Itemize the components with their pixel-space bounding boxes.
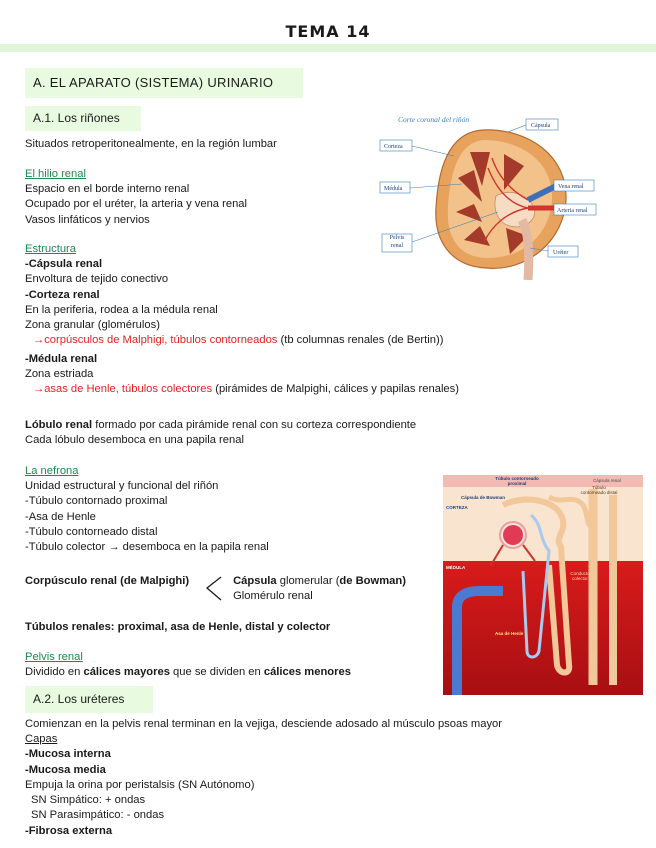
label-capsula-renal: Cápsula renal [593,478,621,483]
fibrosa-externa: -Fibrosa externa [25,824,113,837]
nephron-diagram [443,475,643,695]
label-arteria: Arteria renal [557,208,588,214]
label-conducto-colector: Conducto colector [570,571,590,581]
medula-rest-text: (pirámides de Malpighi, cálices y papilas renales) [212,383,459,396]
brace-icon [201,574,229,604]
corpusculo-bottom: Glomérulo renal [233,590,313,603]
corpusculo-top-bold1: Cápsula [233,575,277,587]
a1-intro: Situados retroperitonealmente, en la región lumbar [25,138,277,150]
lobulo-bold: Lóbulo renal [25,419,93,431]
label-corteza-neph: CORTEZA [446,505,468,510]
label-asa-henle: Asa de Henle [495,631,524,636]
medula-red-text: asas de Henle, túbulos colectores [44,383,213,396]
section-heading-a [25,68,303,98]
corpusculo-top-end: ) [402,575,406,587]
nefrona-line: -Asa de Henle [25,510,96,523]
lobulo-block [25,418,416,448]
label-tubulo-proximal: Túbulo contorneado proximal [495,476,539,486]
pelvis-pre: Dividido en [25,666,84,679]
estructura-label: Estructura [25,243,76,255]
label-capsula: Cápsula [531,123,551,129]
hilio-label: El hilio renal [25,168,86,180]
corteza-detail [25,333,459,348]
mucosa-media: -Mucosa media [25,763,106,776]
label-corteza: Corteza [384,144,403,150]
pelvis-mid: que se dividen en [169,666,264,679]
hilio-line: Espacio en el borde interno renal [25,183,190,196]
label-ureter: Uréter [553,250,569,256]
label-medula: Médula [384,186,403,192]
nefrona-line: Unidad estructural y funcional del riñón [25,480,219,493]
label-pelvis: Pelvis renal [389,235,405,249]
pelvis-block [25,650,351,680]
heading-a2 [25,686,153,713]
page-title: TEMA 14 [285,22,371,41]
capsula-title: -Cápsula renal [25,258,103,271]
medula-detail [25,382,459,397]
tubulos-text: Túbulos renales: proximal, asa de Henle, distal y colector [25,621,331,633]
medula-line1: Zona estriada [25,367,94,380]
lobulo-line2: Cada lóbulo desemboca en una papila renal [25,434,244,447]
heading-a2-text: A.2. Los uréteres [33,692,125,707]
corpusculo-top-rest: glomerular ( [276,575,340,587]
hilio-line: Ocupado por el uréter, la arteria y vena renal [25,198,248,211]
kidney-diagram [378,108,600,280]
section-heading-a-text: A. EL APARATO (SISTEMA) URINARIO [33,75,274,91]
nefrona-line: -Túbulo colector → desemboca en la papila renal [25,541,269,554]
a2-intro: Comienzan en la pelvis renal terminan en la vejiga, desciende adosado al músculo psoas mayor [25,718,502,730]
title-band [0,44,656,52]
corteza-arrow: → [33,334,45,347]
lobulo-rest: formado por cada pirámide renal con su corteza correspondiente [92,419,417,431]
pelvis-label: Pelvis renal [25,651,83,663]
capsula-line: Envoltura de tejido conectivo [25,273,169,286]
pelvis-bold1: cálices mayores [83,666,170,679]
heading-a1-text: A.1. Los riñones [33,111,120,126]
nefrona-label: La nefrona [25,465,79,477]
corteza-rest-text: (tb columnas renales (de Bertin)) [277,334,444,347]
label-capsula-bowman: Cápsula de Bowman [461,495,506,500]
nefrona-line: -Túbulo contornado proximal [25,495,168,508]
pelvis-bold2: cálices menores [263,666,351,679]
corpusculo-right [233,574,406,604]
corpusculo-row [25,574,406,604]
glomerulus [503,525,523,545]
hilio-block [25,167,247,228]
corteza-red-text: corpúsculos de Malphigi, túbulos contorneados [44,334,278,347]
kidney-title: Corte coronal del riñón [398,115,470,124]
corteza-line1: En la periferia, rodea a la médula renal [25,303,218,316]
label-medula-neph: MÉDULA [446,565,466,570]
mucosa-interna: -Mucosa interna [25,748,111,761]
corteza-line2: Zona granular (glomérulos) [25,319,160,332]
corpusculo-left: Corpúsculo renal (de Malpighi) [25,575,190,587]
corteza-title: -Corteza renal [25,288,100,301]
hilio-line: Vasos linfáticos y nervios [25,213,150,226]
a2-block [25,717,502,839]
capas-label: Capas [25,733,58,746]
a1-intro-block [25,137,277,152]
nefrona-block [25,464,269,555]
label-tubulo-distal: Túbulo contorneado distal [580,485,618,495]
medula-arrow: → [33,383,45,396]
empuja-line: Empuja la orina por peristalsis (SN Autónomo) [25,778,255,791]
label-vena: Vena renal [558,184,584,190]
heading-a1 [25,106,141,131]
simpatico-line: SN Simpático: + ondas [31,794,146,807]
medula-title: -Médula renal [25,352,98,365]
parasimpatico-line: SN Parasimpático: - ondas [31,809,165,822]
tubulos-block [25,620,330,635]
corpusculo-top-bold2: de Bowman [339,575,403,587]
nefrona-line: -Túbulo contorneado distal [25,525,158,538]
